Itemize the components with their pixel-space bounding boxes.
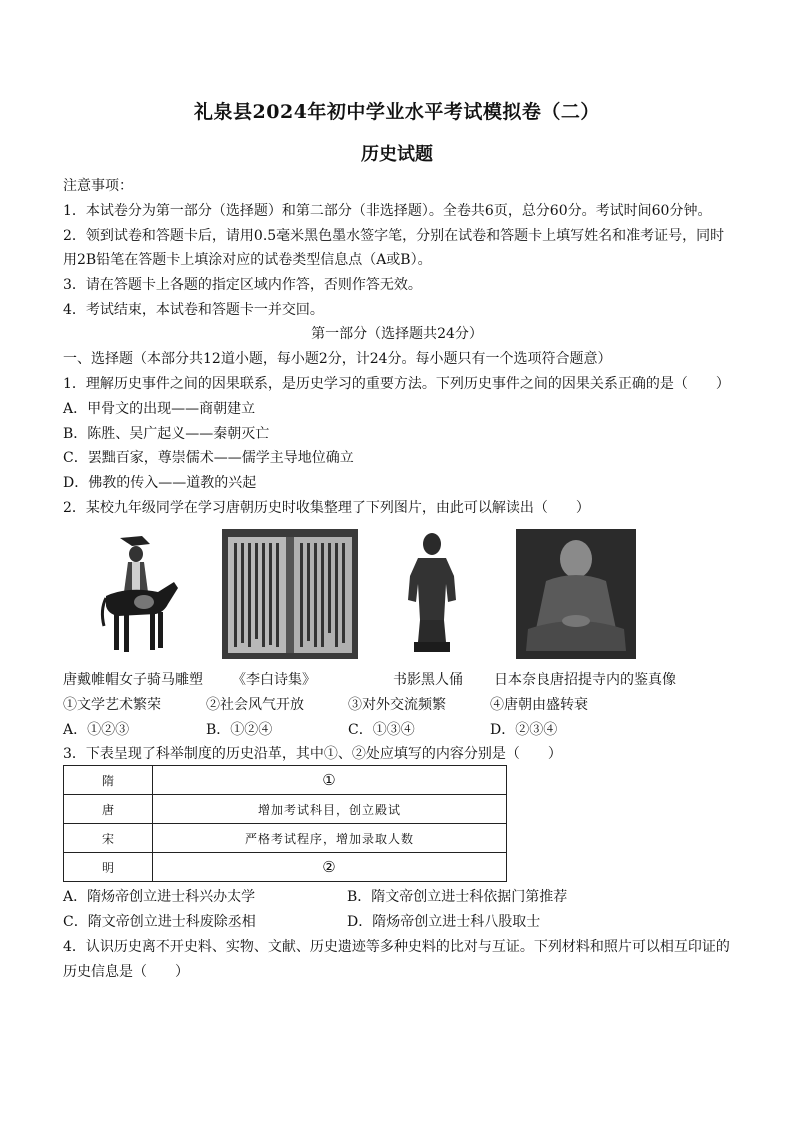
q2-option-d[interactable]: D．②③④ bbox=[490, 722, 558, 738]
caption-poetry-book: 《李白诗集》 bbox=[232, 672, 316, 688]
table-row bbox=[64, 795, 507, 824]
notice-item: 4．考试结束，本试卷和答题卡一并交回。 bbox=[63, 302, 324, 318]
q1-option-b[interactable]: B．陈胜、吴广起义——秦朝灭亡 bbox=[63, 426, 270, 442]
q3-stem: 3．下表呈现了科举制度的历史沿革，其中①、②处应填写的内容分别是（ ） bbox=[63, 746, 562, 762]
notice-item: 3．请在答题卡上各题的指定区域内作答，否则作答无效。 bbox=[63, 277, 422, 293]
notice-item: 1．本试卷分为第一部分（选择题）和第二部分（非选择题）。全卷共6页，总分60分。考试时间60分钟。 bbox=[63, 203, 712, 219]
content-cell: 严格考试程序，增加录取人数 bbox=[153, 824, 507, 853]
q4-stem-continued: 历史信息是（ ） bbox=[63, 964, 189, 980]
dynasty-cell: 明 bbox=[64, 853, 153, 882]
table-row bbox=[64, 853, 507, 882]
dynasty-cell: 宋 bbox=[64, 824, 153, 853]
q1-stem: 1．理解历史事件之间的因果联系，是历史学习的重要方法。下列历史事件之间的因果关系正确的是（ ） bbox=[63, 376, 730, 392]
caption-horse-rider: 唐戴帷帽女子骑马雕塑 bbox=[63, 672, 203, 688]
table-row bbox=[64, 824, 507, 853]
caption-jianzhen: 日本奈良唐招提寺内的鉴真像 bbox=[494, 672, 676, 688]
keju-history-table bbox=[63, 765, 507, 882]
notice-item: 用2B铅笔在答题卡上填涂对应的试卷类型信息点（A或B）。 bbox=[63, 252, 432, 268]
content-cell: 增加考试科目，创立殿试 bbox=[153, 795, 507, 824]
exam-subtitle: 历史试题 bbox=[361, 144, 433, 165]
content-cell: ① bbox=[153, 766, 507, 795]
dynasty-cell: 唐 bbox=[64, 795, 153, 824]
q2-option-c[interactable]: C．①③④ bbox=[348, 722, 415, 738]
content-cell: ② bbox=[153, 853, 507, 882]
table-row bbox=[64, 766, 507, 795]
q1-option-c[interactable]: C．罢黜百家，尊崇儒术——儒学主导地位确立 bbox=[63, 450, 354, 466]
q2-option-b[interactable]: B．①②④ bbox=[206, 722, 273, 738]
li-bai-poetry-book-image bbox=[222, 529, 358, 659]
q2-statement: ③对外交流频繁 bbox=[348, 697, 446, 713]
dynasty-cell: 隋 bbox=[64, 766, 153, 795]
q1-option-d[interactable]: D．佛教的传入——道教的兴起 bbox=[63, 475, 257, 491]
q3-option-d[interactable]: D．隋炀帝创立进士科八股取士 bbox=[347, 914, 541, 930]
notice-item: 2．领到试卷和答题卡后，请用0.5毫米黑色墨水签字笔，分别在试卷和答题卡上填写姓名和准考证号，同时 bbox=[63, 228, 725, 244]
q2-option-a[interactable]: A．①②③ bbox=[63, 722, 130, 738]
caption-black-figurine: 书影黑人俑 bbox=[393, 672, 463, 688]
section-heading: 一、选择题（本部分共12道小题，每小题2分，计24分。每小题只有一个选项符合题意） bbox=[63, 351, 612, 367]
q2-statement: ②社会风气开放 bbox=[206, 697, 304, 713]
q3-option-b[interactable]: B．隋文帝创立进士科依据门第推荐 bbox=[347, 889, 568, 905]
q2-statement: ①文学艺术繁荣 bbox=[63, 697, 161, 713]
jianzhen-statue-image bbox=[516, 529, 636, 659]
exam-title: 礼泉县2024年初中学业水平考试模拟卷（二） bbox=[194, 101, 600, 123]
horse-rider-figurine-image bbox=[98, 530, 182, 660]
q3-option-a[interactable]: A．隋炀帝创立进士科兴办太学 bbox=[63, 889, 256, 905]
q2-statement: ④唐朝由盛转衰 bbox=[490, 697, 588, 713]
part1-heading: 第一部分（选择题共24分） bbox=[311, 326, 483, 342]
notice-heading: 注意事项： bbox=[63, 178, 133, 194]
q1-option-a[interactable]: A．甲骨文的出现——商朝建立 bbox=[63, 401, 256, 417]
q2-stem: 2．某校九年级同学在学习唐朝历史时收集整理了下列图片，由此可以解读出（ ） bbox=[63, 500, 590, 516]
q3-option-c[interactable]: C．隋文帝创立进士科废除丞相 bbox=[63, 914, 256, 930]
q4-stem: 4．认识历史离不开史料、实物、文献、历史遗迹等多种史料的比对与互证。下列材料和照片可以相互印证的 bbox=[63, 939, 730, 955]
black-figurine-image bbox=[396, 530, 468, 660]
